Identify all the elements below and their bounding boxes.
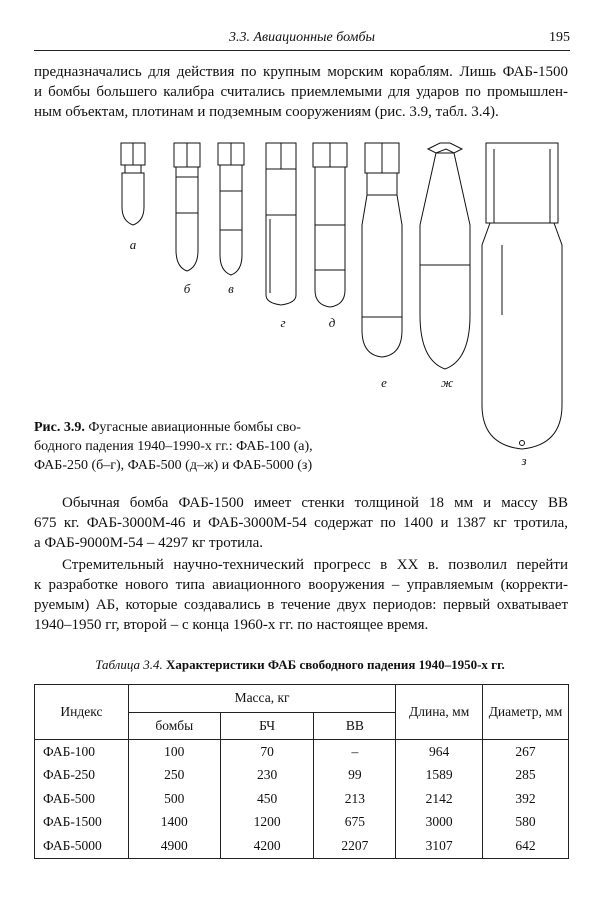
cell-length: 1589 bbox=[396, 764, 483, 788]
body-paragraph-1 bbox=[34, 493, 568, 553]
bomb-a-drawing bbox=[121, 143, 145, 225]
bomb-z-drawing bbox=[482, 143, 562, 449]
bomb-e-drawing bbox=[362, 143, 402, 357]
cell-bomb: 500 bbox=[128, 787, 220, 811]
text-line: Обычная бомба ФАБ-1500 имеет стенки толщиной 18 мм и массу ВВ bbox=[62, 495, 568, 511]
cell-diameter: 642 bbox=[483, 834, 569, 858]
fab-characteristics-table bbox=[34, 684, 569, 859]
bomb-d-drawing bbox=[313, 143, 347, 307]
header-index: Индекс bbox=[35, 685, 129, 740]
section-title: 3.3. Авиационные бомбы bbox=[229, 30, 375, 45]
header-mass-bomb: бомбы bbox=[128, 712, 220, 740]
cell-diameter: 285 bbox=[483, 764, 569, 788]
cell-index: ФАБ-5000 bbox=[35, 834, 129, 858]
header-length: Длина, мм bbox=[396, 685, 483, 740]
cell-diameter: 580 bbox=[483, 811, 569, 835]
header-mass: Масса, кг bbox=[128, 685, 395, 713]
running-header bbox=[34, 28, 570, 51]
table-caption-title: Характеристики ФАБ свободного падения 1940–1950-х гг. bbox=[162, 657, 505, 672]
figure-label-b: б bbox=[183, 281, 191, 296]
cell-index: ФАБ-250 bbox=[35, 764, 129, 788]
cell-index: ФАБ-500 bbox=[35, 787, 129, 811]
cell-vv: 213 bbox=[314, 787, 396, 811]
cell-bomb: 100 bbox=[128, 740, 220, 764]
cell-index: ФАБ-100 bbox=[35, 740, 129, 764]
figure-label-d: д bbox=[328, 315, 336, 330]
text-line: 1940–1950 гг, второй – с конца 1960-х гг. по настоящее время. bbox=[34, 617, 429, 633]
cell-bch: 4200 bbox=[220, 834, 314, 858]
text-line: руемым) АБ, которые создавались в течение двух периодов: первый охватывает bbox=[34, 597, 568, 613]
figure-label-g: г bbox=[280, 315, 286, 330]
text-line: к разработке нового типа авиационного вооружения – управляемым (корректи- bbox=[34, 577, 568, 593]
bomb-b-drawing bbox=[174, 143, 200, 271]
cell-bomb: 1400 bbox=[128, 811, 220, 835]
cell-vv: 2207 bbox=[314, 834, 396, 858]
cell-bch: 230 bbox=[220, 764, 314, 788]
cell-diameter: 267 bbox=[483, 740, 569, 764]
cell-bch: 70 bbox=[220, 740, 314, 764]
figure-label-v: в bbox=[228, 281, 234, 296]
table-caption-label: Таблица 3.4. bbox=[95, 657, 163, 672]
table-row bbox=[35, 811, 569, 835]
figure-caption-text: ФАБ-250 (б–г), ФАБ-500 (д–ж) и ФАБ-5000 (з) bbox=[34, 458, 313, 473]
text-line: ным объектам, плотинам и подземным сооружениям (рис. 3.9, табл. 3.4). bbox=[34, 104, 499, 120]
text-line: и бомбы большего калибра считались приемлемыми для ударов по промышлен- bbox=[34, 84, 568, 100]
table-row bbox=[35, 740, 569, 764]
intro-paragraph bbox=[34, 62, 568, 122]
figure-label-e: е bbox=[381, 375, 387, 390]
figure-caption-label: Рис. 3.9. bbox=[34, 420, 85, 435]
page-number: 195 bbox=[549, 30, 570, 45]
text-line: предназначались для действия по крупным морским кораблям. Лишь ФАБ-1500 bbox=[34, 64, 568, 80]
table-caption bbox=[0, 657, 600, 673]
bomb-zh-drawing bbox=[420, 143, 470, 369]
text-line: а ФАБ-9000М-54 – 4297 кг тротила. bbox=[34, 535, 264, 551]
body-paragraph-2 bbox=[34, 555, 568, 635]
cell-vv: 675 bbox=[314, 811, 396, 835]
figure-label-a: а bbox=[129, 237, 137, 252]
bomb-v-drawing bbox=[218, 143, 244, 275]
figure-label-z: з bbox=[521, 453, 527, 468]
header-diameter: Диаметр, мм bbox=[483, 685, 569, 740]
table-row bbox=[35, 787, 569, 811]
figure-caption-text: бодного падения 1940–1990-х гг.: ФАБ-100 (а), bbox=[34, 439, 313, 454]
cell-length: 2142 bbox=[396, 787, 483, 811]
header-mass-vv: ВВ bbox=[314, 712, 396, 740]
bomb-g-drawing bbox=[266, 143, 296, 305]
cell-vv: – bbox=[314, 740, 396, 764]
cell-length: 964 bbox=[396, 740, 483, 764]
cell-vv: 99 bbox=[314, 764, 396, 788]
cell-bomb: 4900 bbox=[128, 834, 220, 858]
figure-label-zh: ж bbox=[440, 375, 454, 390]
cell-bomb: 250 bbox=[128, 764, 220, 788]
text-line: 675 кг. ФАБ-3000М-46 и ФАБ-3000М-54 содержат по 1400 и 1387 кг тротила, bbox=[34, 515, 568, 531]
figure-caption bbox=[34, 418, 344, 475]
text-line: Стремительный научно-технический прогресс в XX в. позволил перейти bbox=[62, 557, 568, 573]
header-mass-bch: БЧ bbox=[220, 712, 314, 740]
figure-caption-text: Фугасные авиационные бомбы сво- bbox=[84, 420, 301, 435]
cell-diameter: 392 bbox=[483, 787, 569, 811]
cell-bch: 450 bbox=[220, 787, 314, 811]
cell-bch: 1200 bbox=[220, 811, 314, 835]
cell-length: 3000 bbox=[396, 811, 483, 835]
cell-length: 3107 bbox=[396, 834, 483, 858]
cell-index: ФАБ-1500 bbox=[35, 811, 129, 835]
table-row bbox=[35, 764, 569, 788]
table-row bbox=[35, 834, 569, 858]
